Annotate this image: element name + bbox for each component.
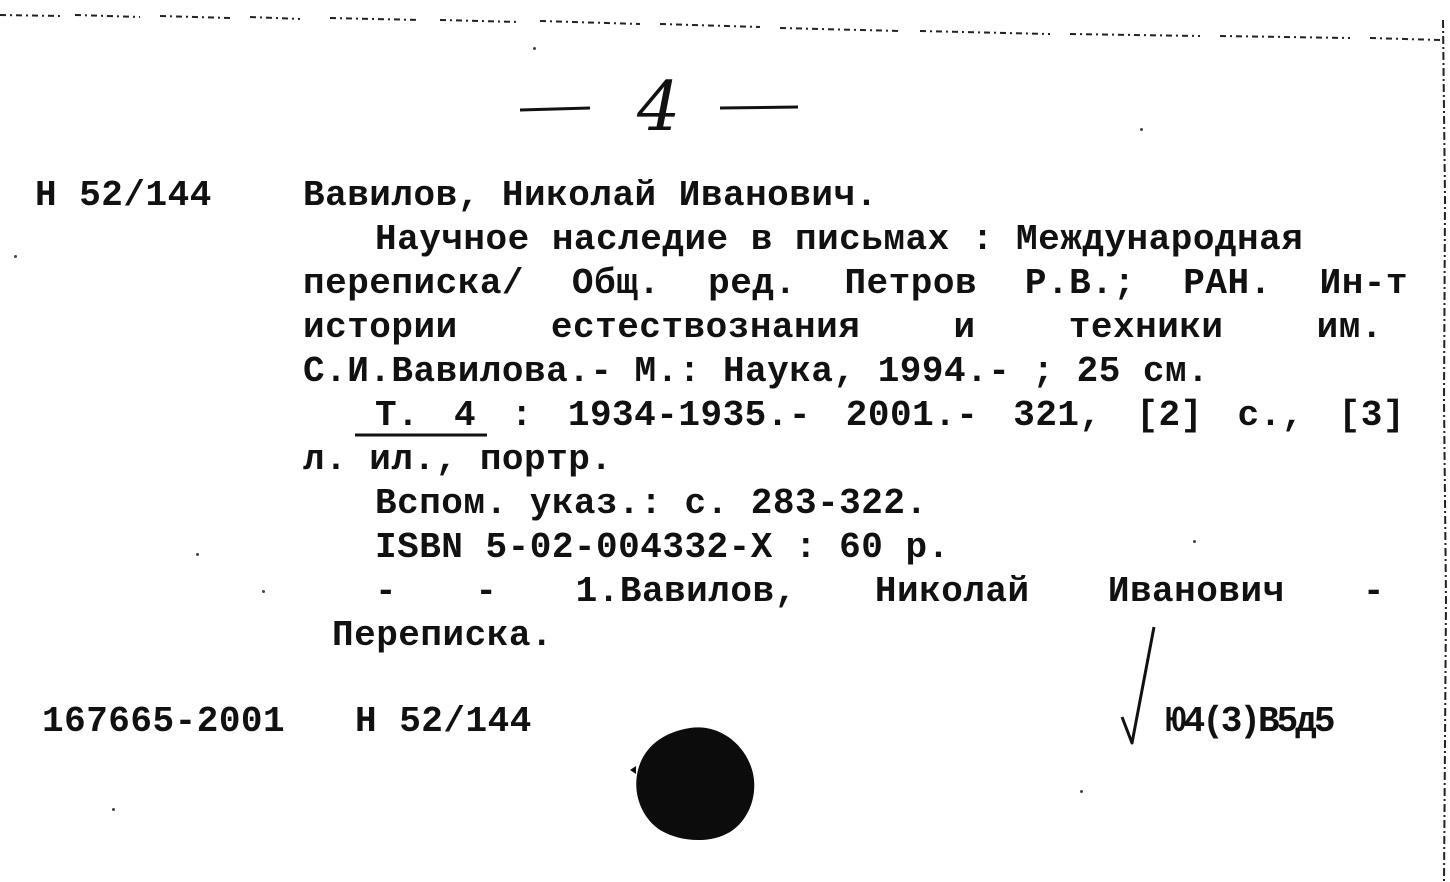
volume-line-1: Т. 4 : 1934-1935.- 2001.- 321, [2] с., [3] <box>375 395 1405 436</box>
speck <box>196 553 199 556</box>
title-line-3: истории естествознания и техники им. <box>303 307 1383 348</box>
title-line-4: С.И.Вавилова.- М.: Наука, 1994.- ; 25 см. <box>303 351 1210 392</box>
shelf-mark: Н 52/144 <box>35 175 212 216</box>
classification-code: Ю4(3)В5д5 <box>1165 701 1333 742</box>
accession-number: 167665-2001 <box>42 701 286 742</box>
check-mark <box>1118 625 1168 750</box>
speck <box>1140 128 1143 131</box>
card-right-edge <box>1438 0 1450 882</box>
card-top-edge <box>0 0 1450 50</box>
subject-line-1: - - 1.Вавилов, Николай Иванович - <box>375 571 1385 612</box>
isbn-line: ISBN 5-02-004332-X : 60 р. <box>375 527 950 568</box>
speck <box>262 590 265 593</box>
subject-line-2: Переписка. <box>332 615 554 656</box>
index-note: Вспом. указ.: с. 283-322. <box>375 483 928 524</box>
speck <box>14 255 17 258</box>
page-number-digit: 4 <box>637 68 681 147</box>
author-heading: Вавилов, Николай Иванович. <box>303 175 878 216</box>
title-line-2: переписка/ Общ. ред. Петров Р.В.; РАН. Ин-т <box>303 263 1408 304</box>
speck <box>112 808 115 811</box>
speck <box>1080 790 1083 793</box>
speck <box>533 47 536 50</box>
volume-line-2: л. ил., портр. <box>303 439 613 480</box>
punch-hole <box>628 722 760 844</box>
title-line-1: Научное наследие в письмах : Международная <box>375 219 1304 260</box>
footer-shelf-mark: Н 52/144 <box>355 701 532 742</box>
speck <box>1193 540 1196 543</box>
